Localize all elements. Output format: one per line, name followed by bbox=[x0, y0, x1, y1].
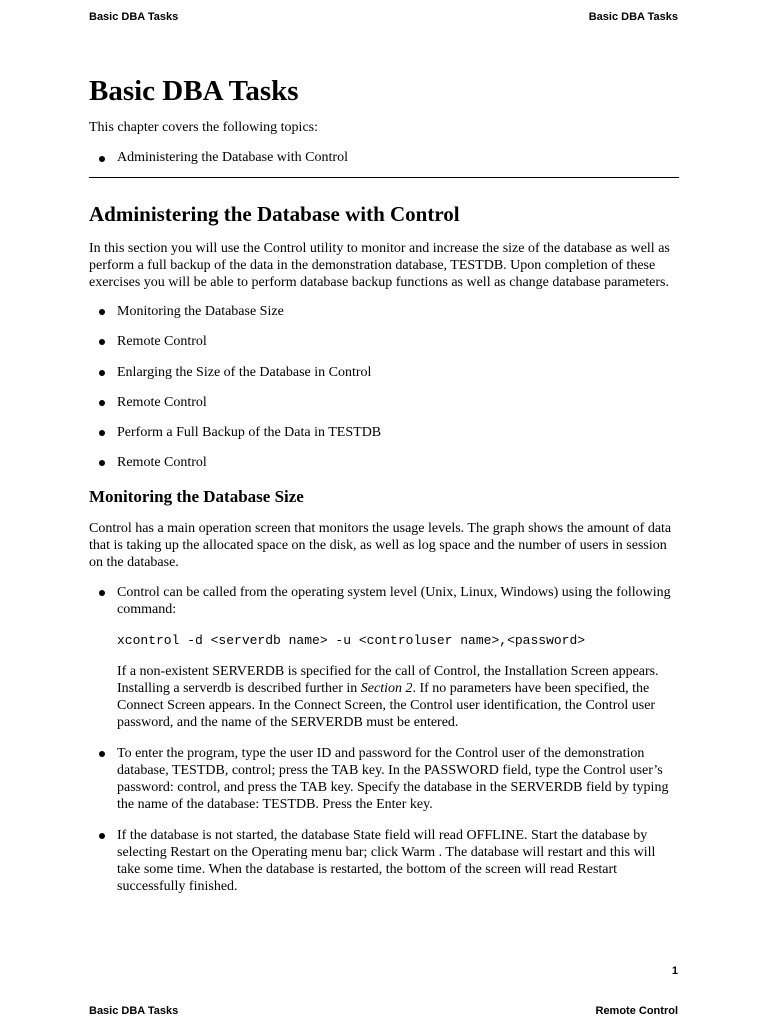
bullet-icon bbox=[99, 339, 105, 345]
list-item bbox=[89, 303, 381, 333]
subsection-title: Monitoring the Database Size bbox=[89, 487, 304, 506]
bullet-icon bbox=[99, 400, 105, 406]
list-item-text: Remote Control bbox=[117, 455, 207, 471]
section-topic-list bbox=[89, 303, 381, 485]
list-item bbox=[89, 454, 381, 484]
list-item bbox=[89, 364, 381, 394]
section-title: Administering the Database with Control bbox=[89, 202, 460, 226]
bullet-icon bbox=[99, 370, 105, 376]
list-item-text: Remote Control bbox=[117, 394, 207, 410]
section-paragraph: In this section you will use the Control utility to monitor and increase the size of the database as well as perform a full backup of the data in the demonstration database, TESTDB. Upon completion of these exercises you will be able to perform database backup functions as well as change database parameters. bbox=[89, 241, 670, 290]
step-note-text: . If no parameters have been specified, the Connect Screen appears. In the Connect Screen, the Control user identification, the Control user password, and the name of the SERVERDB must be entered. bbox=[117, 681, 656, 730]
procedure-step bbox=[89, 745, 679, 813]
horizontal-divider bbox=[89, 177, 679, 178]
chapter-title: Basic DBA Tasks bbox=[89, 75, 299, 107]
procedure-step-list bbox=[89, 584, 679, 895]
procedure-step bbox=[89, 584, 679, 731]
subsection-paragraph: Control has a main operation screen that monitors the usage levels. The graph shows the amount of data that is taking up the allocated space on the disk, as well as log space and the number of users in session on the database. bbox=[89, 521, 672, 570]
list-item-text: Enlarging the Size of the Database in Control bbox=[117, 364, 372, 380]
list-item bbox=[89, 150, 348, 166]
bullet-icon bbox=[99, 430, 105, 436]
running-header-right: Basic DBA Tasks bbox=[588, 11, 678, 23]
footer-left: Basic DBA Tasks bbox=[89, 1005, 179, 1017]
command-line: xcontrol -d <serverdb name> -u <controluser name>,<password> bbox=[117, 633, 586, 648]
chapter-topic-list bbox=[89, 150, 348, 166]
list-item bbox=[89, 424, 381, 454]
section-reference: Section 2 bbox=[360, 681, 413, 696]
list-item-text: Remote Control bbox=[117, 334, 207, 350]
bullet-icon bbox=[99, 460, 105, 466]
step-text: To enter the program, type the user ID and password for the Control user of the demonstration database, TESTDB, control; press the TAB key. In the PASSWORD field, type the Control user’s password: control, and press the TAB key. Specify the database in the SERVERDB field by typing the name of the database: TESTDB. Press the Enter key. bbox=[117, 746, 669, 812]
footer-right: Remote Control bbox=[595, 1005, 678, 1017]
step-text: Control can be called from the operating system level (Unix, Linux, Windows) using the following command: bbox=[117, 585, 671, 617]
page-number: 1 bbox=[671, 965, 678, 977]
procedure-step bbox=[89, 827, 679, 895]
bullet-icon bbox=[99, 751, 105, 757]
running-header-left: Basic DBA Tasks bbox=[89, 11, 179, 23]
bullet-icon bbox=[99, 309, 105, 315]
bullet-icon bbox=[99, 590, 105, 596]
bullet-icon bbox=[99, 833, 105, 839]
chapter-intro: This chapter covers the following topics: bbox=[89, 120, 318, 135]
list-item-text: Perform a Full Backup of the Data in TESTDB bbox=[117, 425, 382, 441]
bullet-icon bbox=[99, 156, 105, 162]
step-text: If the database is not started, the database State field will read OFFLINE. Start the database by selecting Restart on the Operating menu bar; click Warm . The database will restart and this will take some time. When the database is restarted, the bottom of the screen will read Restart successfully finished. bbox=[117, 828, 656, 894]
list-item-text: Administering the Database with Control bbox=[117, 150, 348, 165]
list-item-text: Monitoring the Database Size bbox=[117, 304, 284, 319]
list-item bbox=[89, 333, 381, 363]
step-note-text: If a non-existent SERVERDB is specified for the call of Control, the Installation Screen appears. Installing a serverdb is described further in bbox=[117, 664, 659, 696]
list-item bbox=[89, 394, 381, 424]
step-note bbox=[117, 663, 679, 731]
